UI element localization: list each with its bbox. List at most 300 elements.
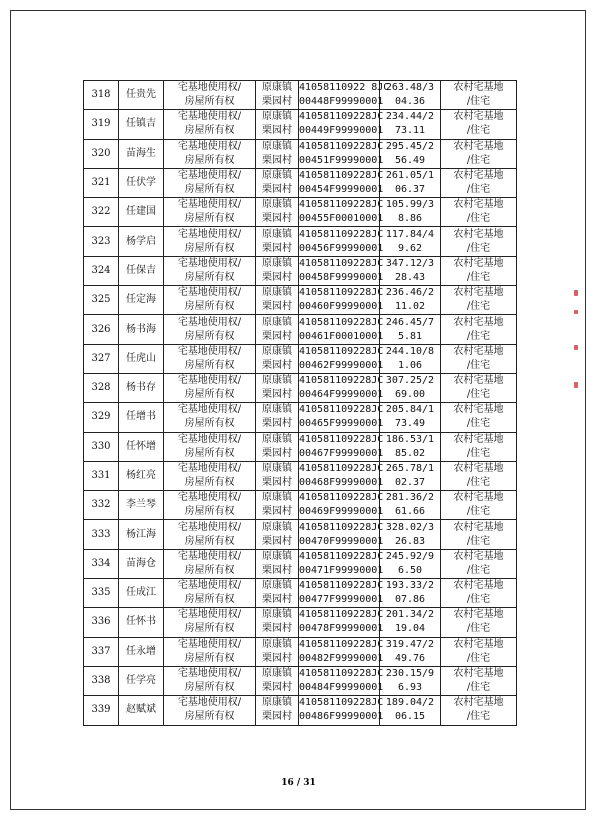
table-row: [84, 520, 517, 549]
table-row: [84, 256, 517, 285]
location-line: 栗园村: [262, 359, 292, 371]
seal-edge-mark: [574, 290, 578, 296]
area-cell: [380, 432, 441, 461]
unit-code-cell: [299, 608, 384, 637]
land-use-line: /住宅: [466, 418, 491, 430]
location-line: 栗园村: [262, 564, 292, 576]
location-line: 原康镇: [262, 140, 292, 152]
location-line: 栗园村: [262, 389, 292, 401]
unit-code-cell: [299, 286, 384, 315]
right-type-cell: [164, 579, 256, 608]
unit-code-line: 410581109228JC: [299, 316, 384, 328]
land-use-line: /住宅: [466, 96, 491, 108]
table-row: [84, 227, 517, 256]
unit-code-cell: [299, 520, 384, 549]
area-cell: [380, 696, 441, 725]
location-cell: [256, 696, 299, 725]
unit-code-line: 00460F99990001: [299, 301, 384, 313]
area-line: 04.36: [394, 96, 426, 108]
land-use-cell: [441, 168, 517, 197]
right-type-line: 宅基地使用权/: [177, 521, 242, 533]
row-number-cell: 320: [84, 139, 119, 168]
unit-code-line: 00471F99990001: [299, 564, 384, 576]
right-type-line: 宅基地使用权/: [177, 287, 242, 299]
area-line: 319.47/2: [385, 638, 435, 650]
land-use-line: /住宅: [466, 711, 491, 723]
unit-code-line: 00477F99990001: [299, 594, 384, 606]
owner-name-cell: 任永增: [119, 637, 164, 666]
right-type-line: 宅基地使用权/: [177, 609, 242, 621]
unit-code-line: 00464F99990001: [299, 389, 384, 401]
right-type-line: 房屋所有权: [184, 711, 235, 723]
area-line: 105.99/3: [385, 199, 435, 211]
unit-code-line: 410581109228JC: [299, 257, 384, 269]
unit-code-line: 00465F99990001: [299, 418, 384, 430]
location-line: 栗园村: [262, 271, 292, 283]
area-line: 234.44/2: [385, 111, 435, 123]
location-line: 原康镇: [262, 82, 292, 94]
right-type-line: 宅基地使用权/: [177, 257, 242, 269]
location-cell: [256, 432, 299, 461]
row-number-cell: 322: [84, 198, 119, 227]
right-type-line: 房屋所有权: [184, 506, 235, 518]
right-type-cell: [164, 256, 256, 285]
area-line: 117.84/4: [385, 228, 435, 240]
right-type-line: 宅基地使用权/: [177, 668, 242, 680]
right-type-line: 宅基地使用权/: [177, 580, 242, 592]
area-line: 73.11: [394, 125, 426, 137]
owner-name-cell: 杨学启: [119, 227, 164, 256]
land-use-line: 农村宅基地: [453, 345, 504, 357]
unit-code-line: 00451F99990001: [299, 154, 384, 166]
right-type-line: 房屋所有权: [184, 477, 235, 488]
owner-name-cell: 苗海仓: [119, 549, 164, 578]
unit-code-cell: [299, 344, 384, 373]
right-type-line: 房屋所有权: [184, 96, 235, 108]
location-line: 原康镇: [262, 638, 292, 650]
row-number-cell: 326: [84, 315, 119, 344]
land-use-line: 农村宅基地: [453, 697, 504, 709]
owner-name-cell: 任伏学: [119, 168, 164, 197]
unit-code-line: 00482F99990001: [299, 652, 384, 664]
land-use-line: /住宅: [466, 330, 491, 342]
unit-code-line: 00486F99990001: [299, 711, 384, 723]
right-type-line: 宅基地使用权/: [177, 228, 242, 240]
right-type-cell: [164, 344, 256, 373]
right-type-line: 宅基地使用权/: [177, 82, 242, 94]
right-type-cell: [164, 139, 256, 168]
right-type-line: 宅基地使用权/: [177, 199, 242, 211]
land-use-line: 农村宅基地: [453, 433, 504, 445]
unit-code-line: 00454F99990001: [299, 184, 384, 196]
right-type-cell: [164, 549, 256, 578]
land-use-line: /住宅: [466, 652, 491, 664]
area-cell: [380, 286, 441, 315]
right-type-line: 房屋所有权: [184, 623, 235, 635]
unit-code-cell: [299, 549, 384, 578]
unit-code-line: 00469F99990001: [299, 506, 384, 518]
location-line: 栗园村: [262, 477, 292, 488]
land-use-cell: [441, 666, 517, 695]
table-row: [84, 373, 517, 402]
unit-code-line: 410581109228JC: [299, 375, 384, 387]
area-line: 246.45/7: [385, 316, 435, 328]
table-row: [84, 491, 517, 520]
land-use-line: /住宅: [466, 682, 491, 694]
area-line: 193.33/2: [385, 580, 435, 592]
area-cell: [380, 168, 441, 197]
unit-code-line: 410581109228JC: [299, 492, 384, 504]
location-line: 栗园村: [262, 506, 292, 518]
land-use-cell: [441, 139, 517, 168]
right-type-cell: [164, 696, 256, 725]
land-use-cell: [441, 403, 517, 432]
area-cell: [380, 198, 441, 227]
location-line: 原康镇: [262, 463, 292, 474]
page-number: 16 / 31: [281, 778, 316, 788]
row-number-cell: 337: [84, 637, 119, 666]
owner-name-cell: 任怀增: [119, 432, 164, 461]
owner-name-cell: 任怀书: [119, 608, 164, 637]
unit-code-line: 410581109228JC: [299, 111, 384, 123]
area-line: 56.49: [394, 154, 426, 166]
location-cell: [256, 461, 299, 490]
location-cell: [256, 491, 299, 520]
location-line: 栗园村: [262, 242, 292, 254]
area-line: 201.34/2: [385, 609, 435, 621]
owner-name-cell: 杨书海: [119, 315, 164, 344]
area-cell: [380, 491, 441, 520]
right-type-line: 宅基地使用权/: [177, 140, 242, 152]
location-line: 栗园村: [262, 184, 292, 196]
owner-name-cell: 任虎山: [119, 344, 164, 373]
right-type-line: 房屋所有权: [184, 154, 235, 166]
property-rights-table: [83, 80, 517, 726]
land-use-line: /住宅: [466, 477, 491, 488]
location-line: 栗园村: [262, 711, 292, 723]
location-line: 栗园村: [262, 682, 292, 694]
right-type-cell: [164, 491, 256, 520]
right-type-line: 宅基地使用权/: [177, 697, 242, 709]
row-number-cell: 319: [84, 110, 119, 139]
right-type-line: 房屋所有权: [184, 594, 235, 606]
location-cell: [256, 168, 299, 197]
area-line: 69.00: [394, 389, 426, 401]
right-type-line: 房屋所有权: [184, 447, 235, 459]
location-line: 栗园村: [262, 330, 292, 342]
land-use-line: /住宅: [466, 623, 491, 635]
unit-code-cell: [299, 666, 384, 695]
unit-code-cell: [299, 81, 390, 110]
unit-code-line: 00470F99990001: [299, 535, 384, 547]
unit-code-line: 410581109228JC: [299, 697, 384, 709]
seal-edge-mark: [574, 310, 578, 314]
location-line: 栗园村: [262, 96, 292, 108]
table-row: [84, 432, 517, 461]
land-use-line: /住宅: [466, 535, 491, 547]
area-line: 6.50: [397, 564, 423, 576]
unit-code-line: 41058110922 8JC: [299, 82, 390, 94]
right-type-cell: [164, 198, 256, 227]
seal-edge-mark: [574, 345, 578, 350]
location-cell: [256, 666, 299, 695]
area-line: 265.78/1: [385, 463, 435, 474]
right-type-line: 房屋所有权: [184, 564, 235, 576]
land-use-cell: [441, 110, 517, 139]
location-line: 栗园村: [262, 535, 292, 547]
right-type-line: 宅基地使用权/: [177, 375, 242, 387]
location-line: 栗园村: [262, 154, 292, 166]
location-cell: [256, 549, 299, 578]
unit-code-cell: [299, 461, 384, 490]
area-cell: [380, 139, 441, 168]
unit-code-cell: [299, 696, 384, 725]
land-use-line: 农村宅基地: [453, 580, 504, 592]
area-line: 281.36/2: [385, 492, 435, 504]
area-line: 28.43: [394, 271, 426, 283]
row-number-cell: 321: [84, 168, 119, 197]
land-use-line: /住宅: [466, 184, 491, 196]
location-line: 原康镇: [262, 111, 292, 123]
right-type-line: 宅基地使用权/: [177, 111, 242, 123]
right-type-line: 宅基地使用权/: [177, 170, 242, 182]
area-line: 189.04/2: [385, 697, 435, 709]
unit-code-line: 00448F99990001: [299, 96, 384, 108]
unit-code-line: 00484F99990001: [299, 682, 384, 694]
land-use-line: 农村宅基地: [453, 550, 504, 562]
unit-code-line: 410581109228JC: [299, 638, 384, 650]
location-cell: [256, 139, 299, 168]
right-type-cell: [164, 403, 256, 432]
unit-code-cell: [299, 432, 384, 461]
location-cell: [256, 608, 299, 637]
land-use-line: 农村宅基地: [453, 199, 504, 211]
right-type-line: 宅基地使用权/: [177, 316, 242, 328]
table-row: [84, 344, 517, 373]
unit-code-cell: [299, 139, 384, 168]
land-use-line: 农村宅基地: [453, 492, 504, 504]
location-cell: [256, 315, 299, 344]
location-line: 栗园村: [262, 652, 292, 664]
area-cell: [380, 315, 441, 344]
land-use-line: 农村宅基地: [453, 170, 504, 182]
right-type-line: 房屋所有权: [184, 271, 235, 283]
area-cell: [380, 256, 441, 285]
area-line: 347.12/3: [385, 257, 435, 269]
area-cell: [380, 666, 441, 695]
location-line: 栗园村: [262, 213, 292, 225]
row-number-cell: 338: [84, 666, 119, 695]
area-line: 205.84/1: [385, 404, 435, 416]
row-number-cell: 336: [84, 608, 119, 637]
table-row: [84, 168, 517, 197]
right-type-line: 宅基地使用权/: [177, 433, 242, 445]
land-use-cell: [441, 608, 517, 637]
land-use-line: /住宅: [466, 389, 491, 401]
land-use-line: 农村宅基地: [453, 609, 504, 621]
right-type-line: 房屋所有权: [184, 184, 235, 196]
location-cell: [256, 227, 299, 256]
area-cell: [380, 520, 441, 549]
land-use-line: 农村宅基地: [453, 404, 504, 416]
land-use-cell: [441, 81, 517, 110]
row-number-cell: 330: [84, 432, 119, 461]
area-line: 26.83: [394, 535, 426, 547]
unit-code-line: 410581109228JC: [299, 404, 384, 416]
location-line: 原康镇: [262, 492, 292, 504]
right-type-cell: [164, 286, 256, 315]
right-type-line: 房屋所有权: [184, 301, 235, 313]
area-line: 07.86: [394, 594, 426, 606]
owner-name-cell: 任镇吉: [119, 110, 164, 139]
location-line: 原康镇: [262, 580, 292, 592]
land-use-cell: [441, 491, 517, 520]
land-use-cell: [441, 637, 517, 666]
table-row: [84, 139, 517, 168]
area-line: 295.45/2: [385, 140, 435, 152]
right-type-cell: [164, 81, 256, 110]
location-line: 原康镇: [262, 316, 292, 328]
area-line: 261.05/1: [385, 170, 435, 182]
area-line: 307.25/2: [385, 375, 435, 387]
land-use-cell: [441, 549, 517, 578]
land-use-line: 农村宅基地: [453, 257, 504, 269]
land-use-line: 农村宅基地: [453, 638, 504, 650]
unit-code-cell: [299, 227, 384, 256]
area-cell: [380, 110, 441, 139]
land-use-line: /住宅: [466, 125, 491, 137]
row-number-cell: 334: [84, 549, 119, 578]
right-type-line: 房屋所有权: [184, 389, 235, 401]
owner-name-cell: 任增书: [119, 403, 164, 432]
location-line: 原康镇: [262, 228, 292, 240]
land-use-line: /住宅: [466, 271, 491, 283]
owner-name-cell: 任保吉: [119, 256, 164, 285]
right-type-line: 房屋所有权: [184, 359, 235, 371]
unit-code-cell: [299, 256, 384, 285]
unit-code-line: 00462F99990001: [299, 359, 384, 371]
location-line: 原康镇: [262, 668, 292, 680]
area-cell: [380, 373, 441, 402]
unit-code-cell: [299, 315, 384, 344]
area-cell: [380, 579, 441, 608]
land-use-cell: [441, 461, 517, 490]
land-use-line: /住宅: [466, 301, 491, 313]
land-use-line: 农村宅基地: [453, 82, 504, 94]
unit-code-line: 00468F99990001: [299, 477, 384, 488]
area-line: 230.15/9: [385, 668, 435, 680]
location-line: 原康镇: [262, 199, 292, 211]
land-use-cell: [441, 256, 517, 285]
owner-name-cell: 苗海生: [119, 139, 164, 168]
table-row: [84, 81, 517, 110]
land-use-line: /住宅: [466, 506, 491, 518]
row-number-cell: 323: [84, 227, 119, 256]
row-number-cell: 318: [84, 81, 119, 110]
unit-code-cell: [299, 403, 384, 432]
location-cell: [256, 81, 299, 110]
area-line: 1.06: [397, 359, 423, 371]
unit-code-line: 00456F99990001: [299, 242, 384, 254]
unit-code-line: 410581109228JC: [299, 170, 384, 182]
unit-code-line: 00467F99990001: [299, 447, 384, 459]
location-line: 栗园村: [262, 623, 292, 635]
area-line: 186.53/1: [385, 433, 435, 445]
right-type-line: 房屋所有权: [184, 535, 235, 547]
right-type-line: 宅基地使用权/: [177, 404, 242, 416]
area-line: 02.37: [394, 477, 426, 488]
right-type-line: 房屋所有权: [184, 242, 235, 254]
table-row: [84, 666, 517, 695]
right-type-cell: [164, 637, 256, 666]
land-use-line: /住宅: [466, 242, 491, 254]
area-line: 236.46/2: [385, 287, 435, 299]
unit-code-cell: [299, 491, 384, 520]
land-use-line: 农村宅基地: [453, 463, 504, 474]
location-line: 原康镇: [262, 521, 292, 533]
unit-code-cell: [299, 198, 384, 227]
area-line: 5.81: [397, 330, 423, 342]
unit-code-line: 410581109228JC: [299, 433, 384, 445]
land-use-cell: [441, 315, 517, 344]
row-number-cell: 324: [84, 256, 119, 285]
location-cell: [256, 579, 299, 608]
area-cell: [380, 461, 441, 490]
unit-code-cell: [299, 579, 384, 608]
area-line: 6.93: [397, 682, 423, 694]
area-line: 11.02: [394, 301, 426, 313]
land-use-line: 农村宅基地: [453, 140, 504, 152]
area-cell: [380, 227, 441, 256]
right-type-cell: [164, 315, 256, 344]
table-row: [84, 579, 517, 608]
land-use-cell: [441, 198, 517, 227]
table-row: [84, 696, 517, 725]
right-type-cell: [164, 520, 256, 549]
unit-code-line: 00458F99990001: [299, 271, 384, 283]
unit-code-line: 410581109228JC: [299, 199, 384, 211]
right-type-cell: [164, 608, 256, 637]
right-type-line: 房屋所有权: [184, 652, 235, 664]
location-line: 栗园村: [262, 447, 292, 459]
area-line: 9.62: [397, 242, 423, 254]
land-use-cell: [441, 373, 517, 402]
table-row: [84, 315, 517, 344]
right-type-cell: [164, 666, 256, 695]
land-use-line: 农村宅基地: [453, 375, 504, 387]
table-row: [84, 637, 517, 666]
unit-code-cell: [299, 373, 384, 402]
owner-name-cell: 李兰琴: [119, 491, 164, 520]
land-use-line: 农村宅基地: [453, 228, 504, 240]
unit-code-line: 410581109228JC: [299, 287, 384, 299]
unit-code-cell: [299, 168, 384, 197]
right-type-cell: [164, 227, 256, 256]
land-use-line: 农村宅基地: [453, 521, 504, 533]
unit-code-line: 410581109228JC: [299, 609, 384, 621]
area-line: 49.76: [394, 652, 426, 664]
row-number-cell: 327: [84, 344, 119, 373]
unit-code-line: 410581109228JC: [299, 345, 384, 357]
area-cell: [380, 81, 441, 110]
right-type-cell: [164, 168, 256, 197]
location-line: 原康镇: [262, 697, 292, 709]
right-type-cell: [164, 110, 256, 139]
unit-code-line: 410581109228JC: [299, 140, 384, 152]
right-type-cell: [164, 373, 256, 402]
area-line: 328.02/3: [385, 521, 435, 533]
unit-code-line: 410581109228JC: [299, 580, 384, 592]
